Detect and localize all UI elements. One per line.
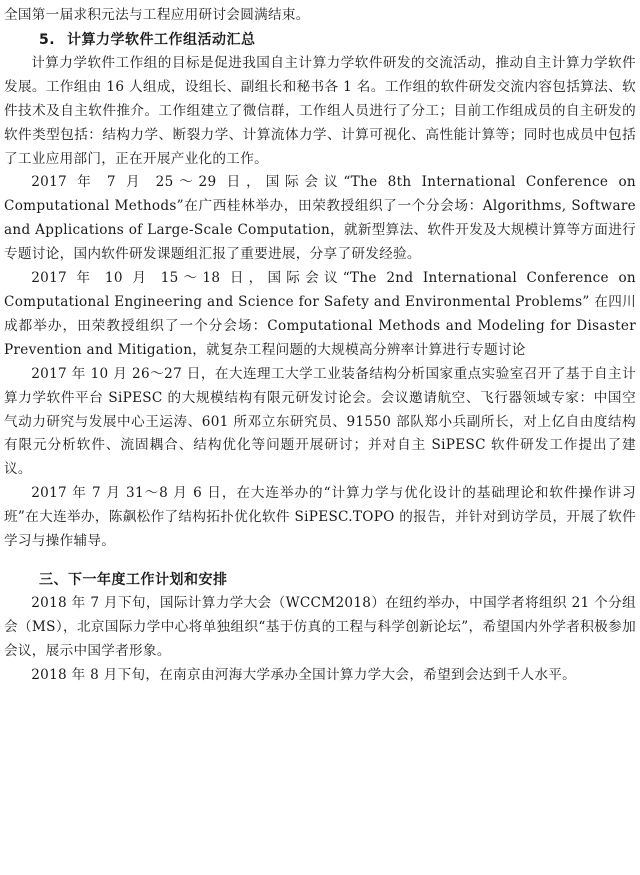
paragraph-workshop-dalian: 2017 年 7 月 31～8 月 6 日，在大连举办的“计算力学与优化设计的基础理论和软件操作讲习班”在大连举办，陈飙松作了结构拓扑优化软件 SiPESC.TOPO 的报告，并针对到访学员，开展了软件学习与操作辅导。 [4,485,636,550]
paragraph-intro-end: 全国第一届求积元法与工程应用研讨会圆满结束。 [4,7,310,23]
paragraph-sipesc-meeting: 2017 年 10 月 26～27 日，在大连理工大学工业装备结构分析国家重点实验室召开了基于自主计算力学软件平台 SiPESC 的大规模结构有限元研发讨论会。会议邀请航空、飞行器领域专家：中国空气动力研究与发展中心王运涛、601 所邓立东研究员、91550 部队郑小兵副所长，对上亿自由度结构有限元分析软件、流固耦合、结构优化等问题开展研讨；并对自主 SiPESC 软件研发工作提出了建议。 [4,365,636,478]
paragraph-conference-chengdu: 2017 年 10 月 15～18 日，国际会议“The 2nd International Conference on Computational Engineering and Science for Safety and Environmental Problems” 在四川成都举办，田荣教授组织了一个分会场：Computational Methods and Modeling for Disaster Prevention and Mitigation，就复杂工程问题的大规模高分辨率计算进行专题讨论 [4,270,636,358]
section-heading-next-year: 三、下一年度工作计划和安排 [39,571,228,588]
paragraph-conference-guilin: 2017 年 7 月 25～29 日，国际会议“The 8th International Conference on Computational Methods”在广西桂林举办，田荣教授组织了一个分会场：Algorithms, Software and Applications of Large-Scale Computation，就新型算法、软件开发及大规模计算等方面进行专题讨论，国内软件研发课题组汇报了重要进展，分享了研发经验。 [4,174,636,263]
paragraph-national-conference: 2018 年 8 月下旬，在南京由河海大学承办全国计算力学大会，希望到会达到千人水平。 [31,666,577,683]
paragraph-wccm2018: 2018 年 7 月下旬，国际计算力学大会（WCCM2018）在纽约举办，中国学者将组织 21 个分组会（MS），北京国际力学中心将单独组织“基于仿真的工程与科学创新论坛”，希望国内外学者积极参加会议，展示中国学者形象。 [4,594,636,659]
paragraph-workgroup-goal: 计算力学软件工作组的目标是促进我国自主计算力学软件研发的交流活动，推动自主计算力学软件发展。工作组由 16 人组成，设组长、副组长和秘书各 1 名。工作组的软件研发交流内容包括算法、软件技术及自主软件推介。工作组建立了微信群，工作组人员进行了分工；目前工作组成员的自主研发的软件类型包括：结构力学、断裂力学、计算流体力学、计算可视化、高性能计算等；同时也成员中包括了工业应用部门，正在开展产业化的工作。 [4,54,636,167]
section-title: 计算力学软件工作组活动汇总 [67,31,256,48]
section-heading-5 [4,28,636,52]
section-number: 5. [39,31,56,48]
